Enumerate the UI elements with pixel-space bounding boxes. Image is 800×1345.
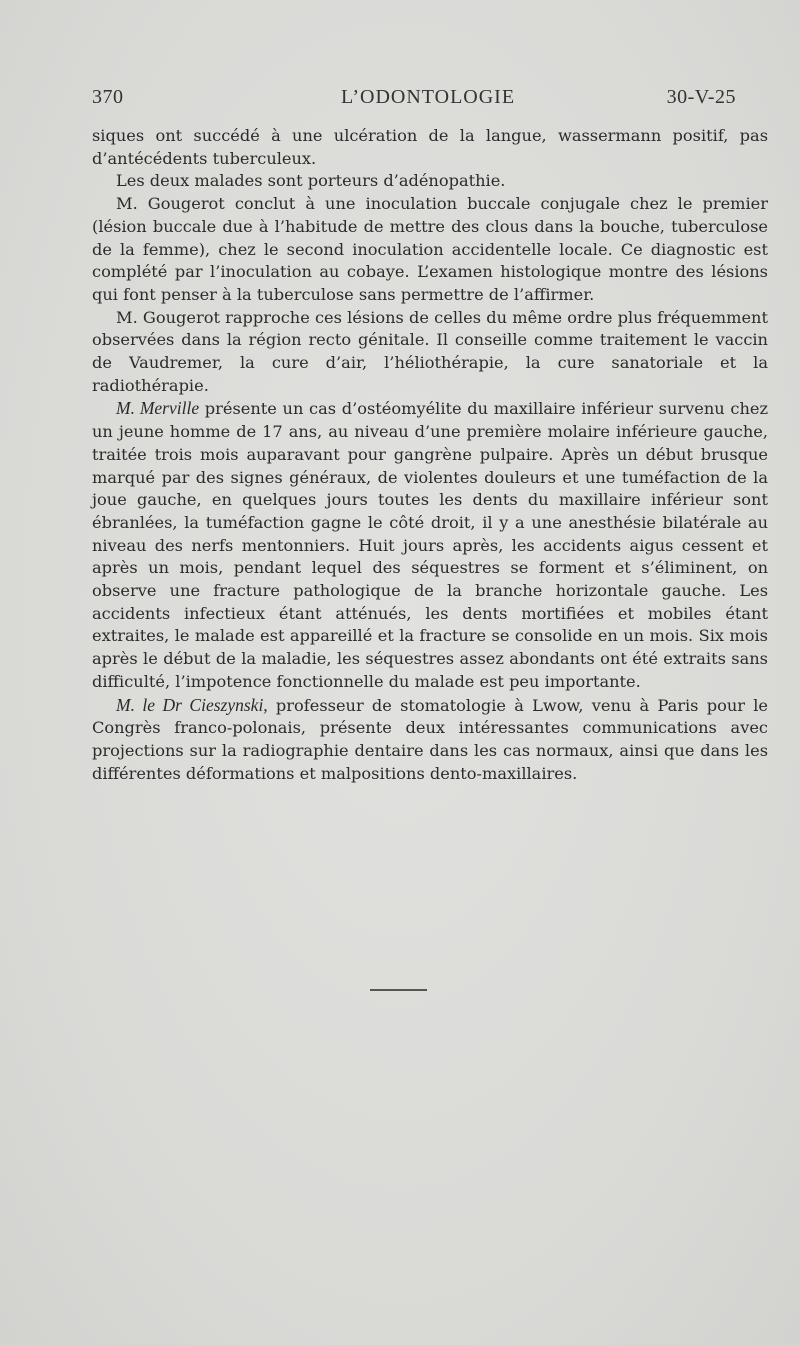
page-number: 370 — [92, 86, 124, 108]
author-name: M. Merville — [116, 398, 200, 419]
section-divider — [370, 989, 427, 991]
paragraph-gougerot-conclusion: M. Gougerot conclut à une inoculation buccale conjugale chez le premier (lésion buccale due à l’habitude de mettre des clous dans la bouche, tuberculose de la femme), chez le second inoculation accidentelle locale. Ce diagnostic est complété par l’inoculation au cobaye. L’examen histologique montre des lésions qui font penser à la tuberculose sans permettre de l’affirmer. — [92, 194, 768, 304]
issue-date: 30-V-25 — [666, 86, 736, 108]
paragraph-continuation: siques ont succédé à une ulcération de la langue, wassermann positif, pas d’antécédents tuberculeux. — [92, 126, 768, 168]
paragraph-merville: M. Merville présente un cas d’ostéomyélite du maxillaire inférieur survenu chez un jeune homme de 17 ans, au niveau d’une première molaire inférieure gauche, traitée trois mois auparavant pour gangrène pulpaire. Après un début brusque marqué par des signes généraux, de violentes douleurs et une tuméfaction de la joue gauche, en quelques jours toutes les dents du maxillaire inférieur sont ébranlées, la tuméfaction gagne le côté droit, il y a une anesthésie bilatérale au niveau des nerfs mentonniers. Huit jours après, les accidents aigus cessent et après un mois, pendant lequel des séquestres se forment et s’éliminent, on observe une fracture pathologique de la branche horizontale gauche. Les accidents infectieux étant atténués, les dents mortifiées et mobiles étant extraites, le malade est appareillé et la fracture se consolide en un mois. Six mois après le début de la maladie, les séquestres assez abondants ont été extraits sans difficulté, l’impotence fonctionnelle du malade est peu importante. — [92, 398, 768, 691]
paragraph-cieszynski: M. le Dr Cieszynski, professeur de stomatologie à Lwow, venu à Paris pour le Congrès franco-polonais, présente deux intéressantes communications avec projections sur la radiographie dentaire dans les cas normaux, ainsi que dans les différentes déformations et malpositions dento-maxillaires. — [92, 694, 768, 783]
paragraph-gougerot-treatment: M. Gougerot rapproche ces lésions de celles du même ordre plus fréquemment observées dans la région recto génitale. Il conseille comme traitement le vaccin de Vaudremer, la cure d’air, l’héliothérapie, la cure sanatoriale et la radiothérapie. — [92, 307, 768, 395]
paragraph-adenopathy: Les deux malades sont porteurs d’adénopathie. — [116, 171, 506, 191]
journal-title: L’ODONTOLOGIE — [340, 86, 516, 108]
article-body — [92, 125, 768, 785]
author-name: M. le Dr Cieszynski, — [116, 694, 268, 715]
running-header — [92, 86, 764, 114]
